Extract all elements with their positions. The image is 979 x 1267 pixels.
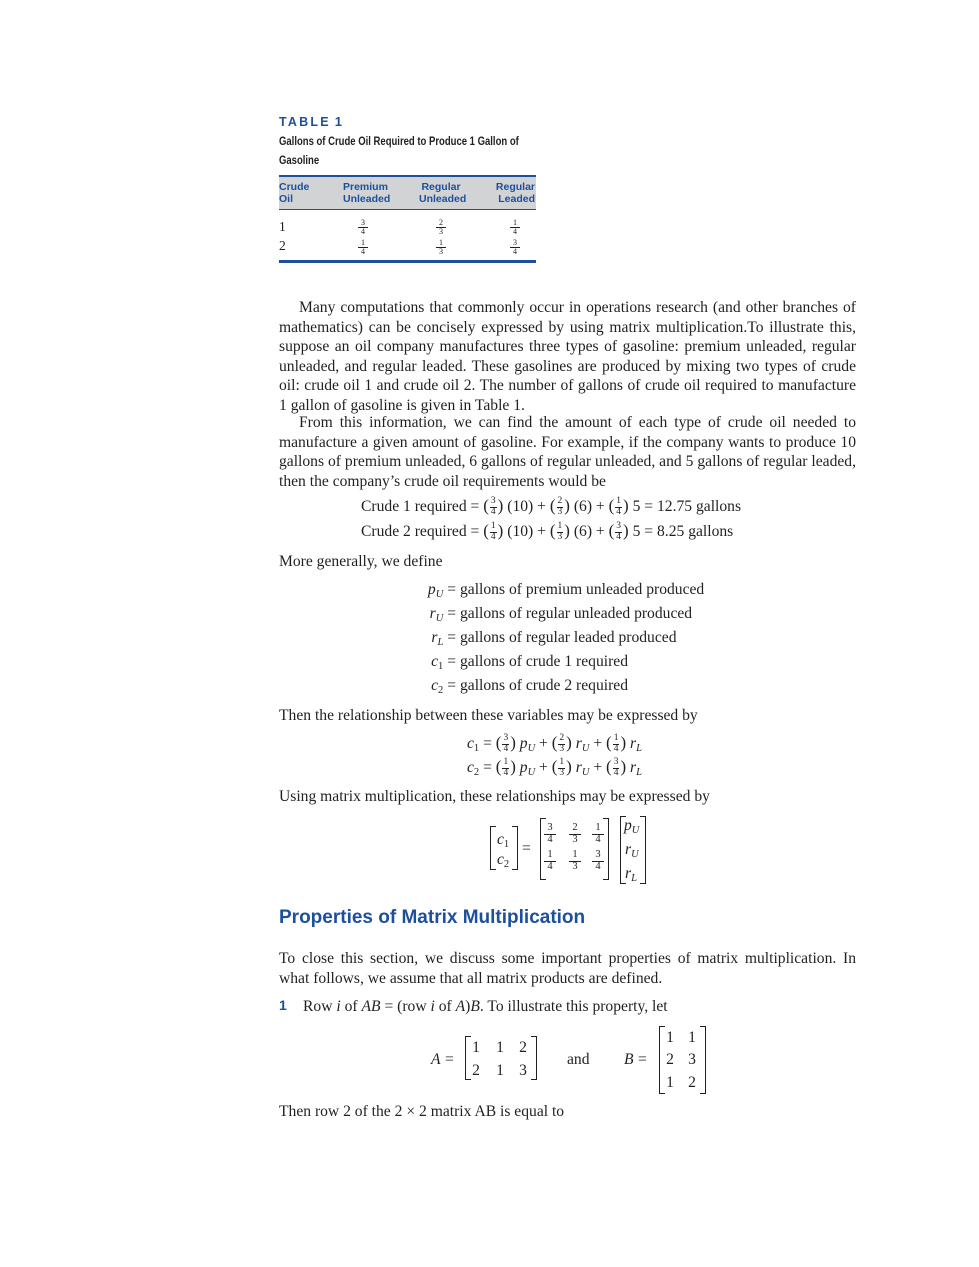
matrix-B-entry: 1 bbox=[666, 1029, 674, 1046]
def-var: c1 = bbox=[431, 653, 456, 672]
paragraph-row2: Then row 2 of the 2 × 2 matrix AB is equal to bbox=[279, 1103, 565, 1120]
def-var: c2 = bbox=[431, 677, 456, 696]
definitions-list bbox=[0, 580, 979, 710]
matrix-B-entry: 3 bbox=[688, 1051, 696, 1068]
paragraph-matrix-form: Using matrix multiplication, these relationships may be expressed by bbox=[279, 788, 710, 805]
c1-equation: c1 = ( $\frac{3}{4}$ ) $p_U$ + ( $\frac{2}{3}$ ) $r_U$ + ( $\frac{1}{4}$ ) $r_L$ bbox=[467, 733, 642, 754]
crude-2-equation: Crude 2 required = ( $\frac{1}{4}$ ) (10) + ( $\frac{1}{3}$ ) (6) + ( $\frac{3}{4}$ ) 5 = 8.25 gallons bbox=[361, 521, 734, 542]
paragraph-intro: Many computations that commonly occur in operations research (and other branches of mathematics) can be concisely expressed by using matrix multiplication.To illustrate this, suppose an oil company manufactures three types of gasoline: premium unleaded, regular unleaded, and regular leaded. These gasolines are produced by mixing two types of crude oil: crude oil 1 and crude oil 2. The number of gallons of crude oil required to manufacture 1 gallon of gasoline is given in Table 1. bbox=[279, 299, 856, 414]
matrices-A-B: A = 1 1 2 2 1 3 and B = 1 1 2 3 1 2 bbox=[0, 1024, 979, 1096]
table-caption: Gallons of Crude Oil Required to Produce 1 Gallon of Gasoline bbox=[279, 134, 519, 167]
header-regular-unleaded: Regular Unleaded bbox=[419, 181, 467, 205]
matrix-A-entry: 1 bbox=[496, 1062, 504, 1079]
table-row-label: 1 bbox=[279, 219, 286, 234]
table-cell: 3 4 bbox=[358, 219, 368, 236]
paragraph-define: More generally, we define bbox=[279, 553, 443, 570]
matrix-entry: 1 4 bbox=[592, 823, 604, 845]
matrix-A-entry: 2 bbox=[519, 1039, 527, 1056]
matrix-A-entry: 1 bbox=[472, 1039, 480, 1056]
paragraph-relationship: Then the relationship between these variables may be expressed by bbox=[279, 707, 698, 724]
table-body bbox=[279, 210, 536, 260]
matrix-entry: 1 4 bbox=[544, 850, 556, 872]
paragraph-example: From this information, we can find the amount of each type of crude oil needed to manufacture a given amount of gasoline. For example, if the company wants to produce 10 gallons of premium unleaded, 6 gallons of regular unleaded, and 5 gallons of regular leaded, then the company’s crude oil requirements would be bbox=[279, 414, 856, 490]
matrix-B-entry: 1 bbox=[688, 1029, 696, 1046]
def-text: gallons of crude 2 required bbox=[460, 677, 629, 694]
matrix-B-name: B bbox=[624, 1051, 634, 1068]
matrix-entry: 3 4 bbox=[592, 850, 604, 872]
def-var: $r_L$ = bbox=[431, 629, 456, 648]
matrix-A-name: A bbox=[431, 1051, 441, 1068]
matrix-entry: 3 4 bbox=[544, 823, 556, 845]
table-cell: 2 3 bbox=[436, 219, 446, 236]
table-header-row bbox=[279, 177, 536, 209]
matrix-entry: 2 3 bbox=[569, 823, 581, 845]
matrix-B-entry: 2 bbox=[666, 1051, 674, 1068]
def-var: $r_U$ = bbox=[429, 605, 456, 624]
table-row-label: 2 bbox=[279, 238, 286, 253]
header-premium-unleaded: Premium Unleaded bbox=[343, 181, 391, 205]
header-regular-leaded: Regular Leaded bbox=[495, 181, 535, 205]
p-vector: $p_U$ bbox=[624, 817, 640, 836]
section-heading: Properties of Matrix Multiplication bbox=[279, 907, 586, 928]
crude-1-equation: Crude 1 required = ( $\frac{3}{4}$ ) (10) + ( $\frac{2}{3}$ ) (6) + ( $\frac{1}{4}$ ) 5 = 12.75 gallons bbox=[361, 496, 742, 517]
matrix-B-entry: 2 bbox=[688, 1074, 696, 1091]
c-vector: c1 bbox=[497, 831, 510, 850]
matrix-A-entry: 3 bbox=[519, 1062, 527, 1079]
def-text: gallons of regular leaded produced bbox=[460, 629, 677, 646]
def-text: gallons of regular unleaded produced bbox=[460, 605, 693, 622]
property-number: 1 bbox=[279, 997, 287, 1013]
def-text: gallons of crude 1 required bbox=[460, 653, 629, 670]
table-label: TABLE 1 bbox=[279, 114, 342, 129]
matrix-entry: 1 3 bbox=[569, 850, 581, 872]
table-cell: 1 4 bbox=[510, 219, 520, 236]
property-1-text: Row i of AB = (row i of A)B. To illustrate this property, let bbox=[303, 998, 668, 1015]
table-cell: 3 4 bbox=[510, 239, 520, 256]
table-cell: 1 4 bbox=[358, 239, 368, 256]
table-cell: 1 3 bbox=[436, 239, 446, 256]
paragraph-properties-intro: To close this section, we discuss some important properties of matrix multiplication. In what follows, we assume that all matrix products are defined. bbox=[279, 950, 856, 987]
matrix-A-entry: 1 bbox=[496, 1039, 504, 1056]
def-text: gallons of premium unleaded produced bbox=[460, 581, 705, 598]
matrix-equation: c1 c2 = 3 4 2 3 1 4 1 4 1 3 3 4 $p_U$ $r_U$ $r_L$ bbox=[0, 814, 979, 884]
c2-equation: c2 = ( $\frac{1}{4}$ ) $p_U$ + ( $\frac{1}{3}$ ) $r_U$ + ( $\frac{3}{4}$ ) $r_L$ bbox=[467, 757, 642, 778]
data-table bbox=[279, 175, 536, 263]
matrix-A-entry: 2 bbox=[472, 1062, 480, 1079]
def-var: $p_U$ = bbox=[427, 581, 456, 600]
and-word: and bbox=[567, 1051, 590, 1068]
header-crude-oil: Crude Oil bbox=[279, 181, 310, 205]
matrix-B-entry: 1 bbox=[666, 1074, 674, 1091]
